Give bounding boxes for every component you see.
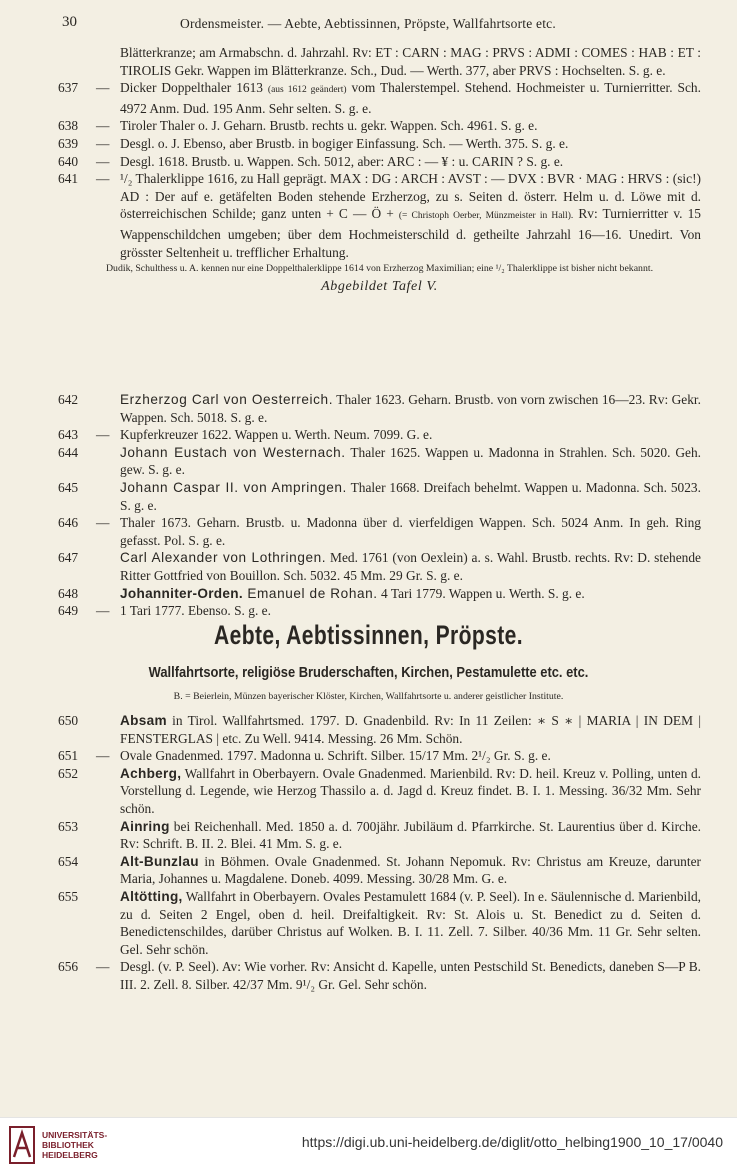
entry-dash: — <box>96 515 110 531</box>
page-number: 30 <box>62 14 77 30</box>
entry-number: 643 <box>58 427 79 443</box>
catalog-entry <box>58 958 701 993</box>
entry-text <box>120 712 701 747</box>
entry-text <box>120 426 701 444</box>
footnote: Dudik, Schulthess u. A. kennen nur eine Doppelthalerklippe 1614 von Erzherzog Maximilian; eine ¹/₂ Thalerklippe ist bisher nicht bekannt. <box>105 263 654 275</box>
entry-text <box>120 888 701 958</box>
entry-number: 645 <box>58 479 79 495</box>
entry-number: 640 <box>58 153 79 169</box>
catalog-entry <box>58 712 701 747</box>
section-title: Aebte, Aebtissinnen, Pröpste. <box>214 620 523 650</box>
entry-text <box>120 479 701 514</box>
catalog-entry <box>58 765 701 818</box>
entry-text-pre: Dicker Doppelthaler 1613 <box>120 80 268 96</box>
entry-note: (aus 1612 geändert) <box>267 85 347 96</box>
entry-dash: — <box>96 603 110 619</box>
entry-text <box>120 585 701 603</box>
page-header <box>62 14 703 36</box>
entry-number: 654 <box>58 853 79 869</box>
catalog-entry <box>58 426 701 444</box>
entry-dash: — <box>96 171 110 187</box>
running-title: Ordensmeister. — Aebte, Aebtissinnen, Pröpste, Wallfahrtsorte etc. <box>180 16 556 31</box>
entry-number: 639 <box>58 135 79 151</box>
entry-dash: — <box>96 118 110 134</box>
entry-text <box>120 747 701 765</box>
entry-number: 649 <box>58 603 79 619</box>
catalog-entry <box>58 549 701 584</box>
library-name: UNIVERSITÄTS- BIBLIOTHEK HEIDELBERG <box>42 1130 108 1160</box>
entry-name: Johann Caspar II. von Ampringen. <box>120 479 347 495</box>
entry-text <box>120 170 701 261</box>
catalog-entry <box>58 117 701 135</box>
entry-description: Thaler 1625. Wappen u. Madonna in Strahlen. Sch. 5020. Geh. gew. S. g. e. <box>120 444 701 478</box>
entry-name: Achberg, <box>120 765 182 781</box>
entry-description: Ovale Gnadenmed. 1797. Madonna u. Schrift. Silber. 15/17 Mm. 2¹/₂ Gr. S. g. e. <box>120 748 551 764</box>
entry-dash: — <box>96 153 110 169</box>
entry-text <box>120 135 701 153</box>
entry-number: 653 <box>58 818 79 834</box>
entry-description: in Böhmen. Ovale Gnadenmed. St. Johann Nepomuk. Rv: Christus am Kreuze, darunter Maria, Johannes u. Magdalene. Doneb. 4099. Messing. 30/28 Mm. G. e. <box>120 853 701 887</box>
entry-description: Thaler 1673. Geharn. Brustb. u. Madonna über d. vierfeldigen Wappen. Sch. 5024 Anm. In geh. Ring gefasst. Pol. S. g. e. <box>120 515 701 548</box>
entry-name: Johann Eustach von Westernach. <box>120 444 346 460</box>
section-subtitle: Wallfahrtsorte, religiöse Bruderschaften, Kirchen, Pestamulette etc. etc. <box>148 664 589 681</box>
entry-text <box>120 79 701 117</box>
entry-description: Wallfahrt in Oberbayern. Ovale Gnadenmed. Marienbild. Rv: D. heil. Kreuz v. Polling, unten d. Vorstellung d. Legende, wie Herzog Thassilo a. d. Jagd d. Kreuz findet. B. I. 1. Messing. 36/32 Mm. Sehr schön. <box>120 765 701 816</box>
entry-note: (= Christoph Oerber, Münzmeister in Hall). <box>398 211 574 222</box>
entry-text <box>120 958 701 993</box>
continuation-text: Blätterkranze; am Armabschn. d. Jahrzahl. Rv: ET : CARN : MAG : PRVS : ADMI : COMES : HAB : ET : TIROLIS Gekr. Wappen im Blätterkranze. Sch., Dud. — Werth. 377, aber PRVS : Hochselten. S. g. e. <box>120 45 701 78</box>
entry-text <box>120 602 701 620</box>
viewer-footer <box>0 1117 737 1172</box>
catalog-entry <box>58 479 701 514</box>
entry-name: Johanniter-Orden. <box>120 585 243 601</box>
entry-text <box>120 549 701 584</box>
catalog-entry <box>58 135 701 153</box>
entry-dash: — <box>96 80 110 96</box>
university-library-logo-icon <box>9 1126 35 1164</box>
entry-name-secondary: Emanuel de Rohan. <box>242 585 378 601</box>
entry-dash: — <box>96 748 110 764</box>
catalog-entry <box>58 153 701 171</box>
entry-text <box>120 853 701 888</box>
entry-number: 650 <box>58 713 79 728</box>
entry-dash: — <box>96 959 110 975</box>
entry-description: Wallfahrt in Oberbayern. Ovales Pestamulett 1684 (v. P. Seel). In e. Säulennische d. Marienbild, zu d. Seiten 2 Engel, oben d. heil. Dreifaltigkeit. Rv: St. Alois u. St. Benedict zu d. Seiten d. Benedictenschildes, darüber Christus auf Wolken. B. I. 11. Zell. 7. Silber. 40/36 Mm. 11 Gr. Sehr selten. Gel. Sehr schön. <box>120 888 701 957</box>
entries-block-b <box>58 391 701 620</box>
entry-name: Alt-Bunzlau <box>120 853 199 869</box>
catalog-entry <box>58 747 701 765</box>
entry-text <box>120 444 701 479</box>
entry-number: 647 <box>58 550 79 566</box>
catalog-entry <box>58 853 701 888</box>
catalog-entry <box>58 79 701 117</box>
entry-text-pre: Desgl. o. J. Ebenso, aber Brustb. in bogiger Einfassung. Sch. — Werth. 375. S. g. e. <box>120 135 569 151</box>
entry-text-pre: Desgl. 1618. Brustb. u. Wappen. Sch. 5012, aber: ARC : — ¥ : u. CARIN ? S. g. e. <box>120 153 564 169</box>
entry-number: 637 <box>58 80 79 96</box>
entry-number: 646 <box>58 515 79 531</box>
entry-number: 655 <box>58 888 79 904</box>
entry-text <box>120 818 701 853</box>
entry-description: in Tirol. Wallfahrtsmed. 1797. D. Gnadenbild. Rv: In 11 Zeilen: ∗ S ∗ | MARIA | IN DEM | FENSTERGLAS | etc. Zu Well. 9414. Messing. 26 Mm. Schön. <box>120 713 701 746</box>
entry-description: Kupferkreuzer 1622. Wappen u. Werth. Neum. 7099. G. e. <box>120 427 433 443</box>
entry-description: bei Reichenhall. Med. 1850 a. d. 700jähr. Jubiläum d. Pfarrkirche. St. Laurentius über d. Kirche. Rv: Schrift. B. II. 2. Blei. 41 Mm. S. g. e. <box>120 818 701 852</box>
entry-number: 656 <box>58 959 79 975</box>
entry-description: 4 Tari 1779. Wappen u. Werth. S. g. e. <box>377 585 585 601</box>
entry-number: 642 <box>58 392 79 407</box>
entry-text <box>120 117 701 135</box>
catalog-entry <box>58 170 701 261</box>
entry-description: Med. 1761 (von Oexlein) a. s. Wahl. Brustb. rechts. Rv: D. stehende Ritter Gottfried von Bouillon. Sch. 5032. 45 Mm. 29 Gr. S. g. e. <box>120 550 701 583</box>
entries-block-a <box>58 44 701 296</box>
entry-number: 651 <box>58 748 79 764</box>
entry-dash: — <box>96 135 110 151</box>
entry-text <box>120 153 701 171</box>
entry-text-post: vom Thalerstempel. Stehend. Hochmeister u. Turnierritter. Sch. 4972 Anm. Dud. 195 Anm. Sehr selten. S. g. e. <box>120 80 701 116</box>
section-note: B. = Beierlein, Münzen bayerischer Klöster, Kirchen, Wallfahrtsorte u. anderer geistlicher Institute. <box>173 691 564 702</box>
entry-number: 652 <box>58 765 79 781</box>
entry-description: 1 Tari 1777. Ebenso. S. g. e. <box>120 603 271 619</box>
entry-dash: — <box>96 427 110 443</box>
entry-description: Thaler 1623. Geharn. Brustb. von vorn zwischen 16—23. Rv: Gekr. Wappen. Sch. 5018. S. g. e. <box>120 392 701 425</box>
entry-text-pre: ¹/₂ Thalerklippe 1616, zu Hall geprägt. MAX : DG : ARCH : AVST : — DVX : BVR · MAG : HRVS : (sic!) AD : Der auf e. getäfelten Boden stehende Erzherzog, zu s. Seiten d. österr. Helm u. d. Löwe mit d. österreichischen Schilde; ganz unten + C — Ö + <box>120 171 701 222</box>
catalog-entry <box>58 391 701 426</box>
entry-name: Erzherzog Carl von Oesterreich. <box>120 392 334 407</box>
entry-text <box>120 514 701 549</box>
entry-text <box>120 765 701 818</box>
entry-description: Desgl. (v. P. Seel). Av: Wie vorher. Rv: Ansicht d. Kapelle, unten Pestschild St. Benedicts, daneben S—P B. III. 2. Zell. 8. Silber. 42/37 Mm. 9¹/₂ Gr. Gel. Sehr schön. <box>120 959 701 992</box>
entry-name: Absam <box>120 713 167 728</box>
catalog-entry <box>58 585 701 603</box>
entry-name: Carl Alexander von Lothringen. <box>120 550 327 566</box>
catalog-entry <box>58 602 701 620</box>
entry-text-pre: Tiroler Thaler o. J. Geharn. Brustb. rechts u. gekr. Wappen. Sch. 4961. S. g. e. <box>120 118 538 134</box>
entry-number: 648 <box>58 585 79 601</box>
catalog-entry <box>58 888 701 958</box>
abgebildet-caption: Abgebildet Tafel V. <box>321 279 438 295</box>
catalog-entry <box>58 514 701 549</box>
entry-name: Altötting, <box>120 888 183 904</box>
document-url[interactable]: https://digi.ub.uni-heidelberg.de/diglit/otto_helbing1900_10_17/0040 <box>301 1134 723 1150</box>
entry-text-post: Rv: Turnierritter v. 15 Wappenschildchen umgeben; über dem Hochmeisterschild d. getheilte Jahrzahl 16—16. Unedirt. Von grösster Seltenheit u. trefflicher Erhaltung. <box>120 206 701 260</box>
catalog-entry <box>58 444 701 479</box>
catalog-entry <box>58 818 701 853</box>
entry-number: 641 <box>58 171 79 187</box>
entry-name: Ainring <box>120 818 170 834</box>
entry-text <box>120 391 701 426</box>
entry-description: Thaler 1668. Dreifach behelmt. Wappen u. Madonna. Sch. 5023. S. g. e. <box>120 479 701 513</box>
entry-number: 644 <box>58 444 79 460</box>
entries-block-c <box>58 712 701 994</box>
entry-number: 638 <box>58 118 79 134</box>
